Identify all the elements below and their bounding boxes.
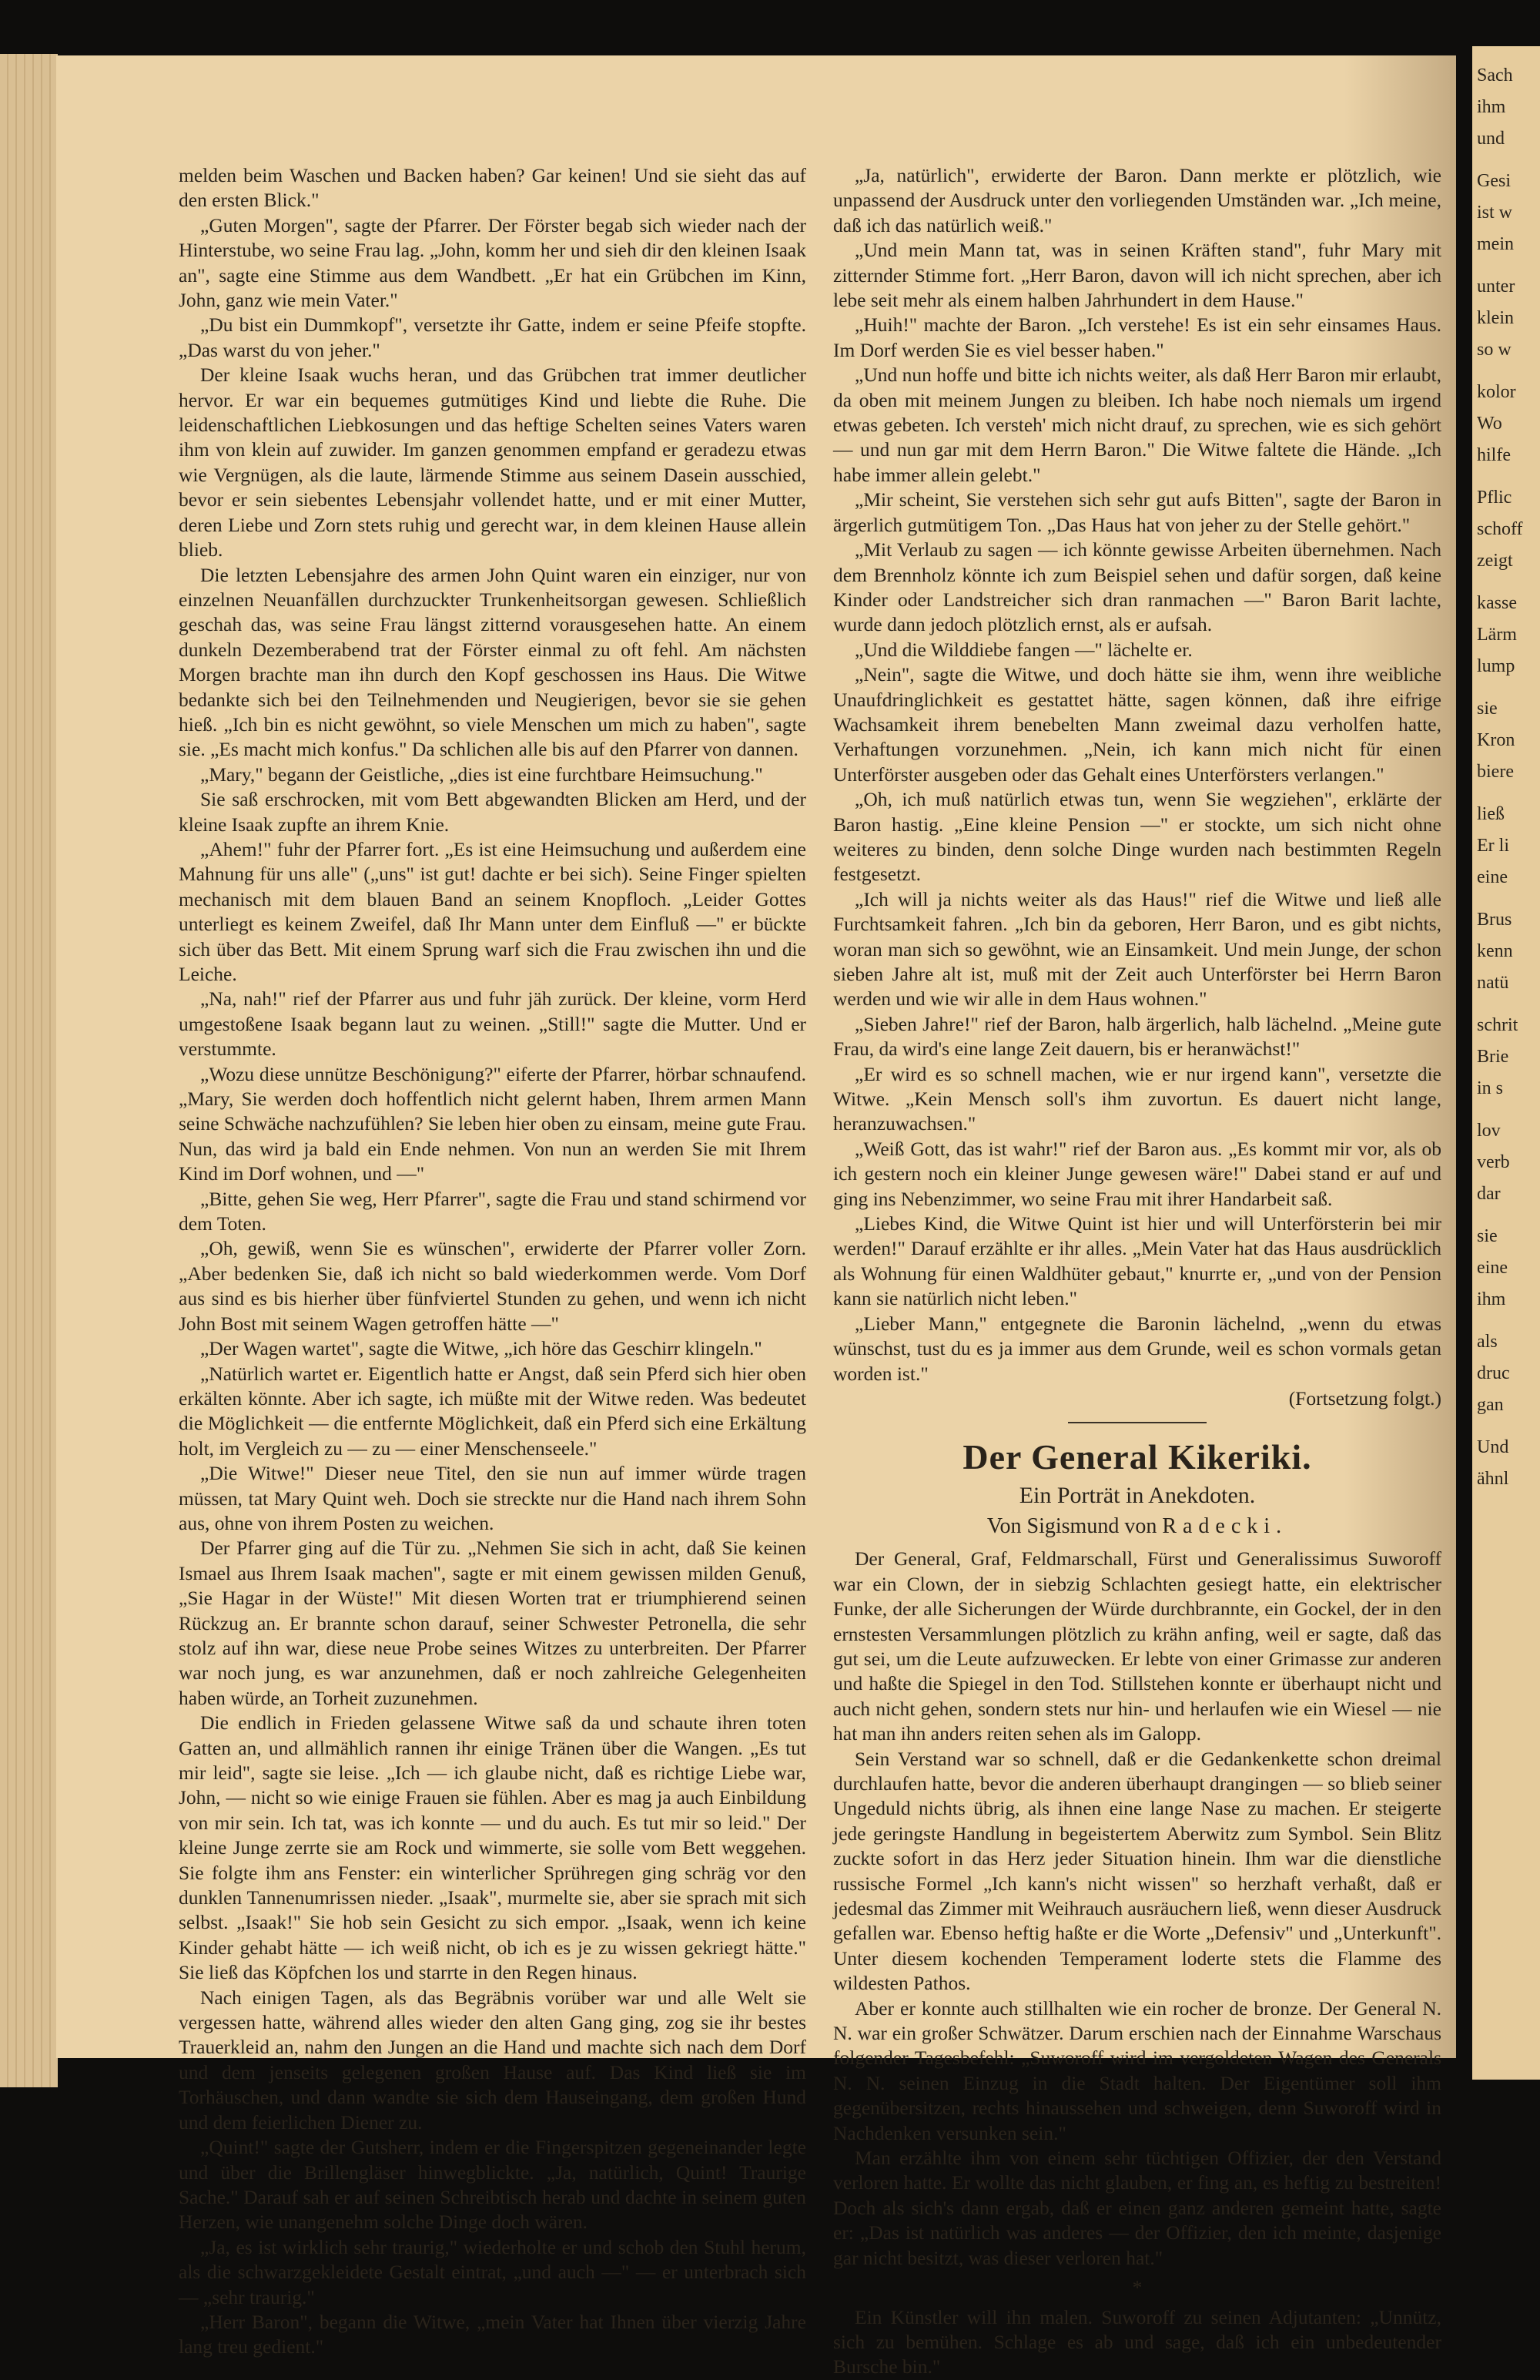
- paragraph: Die letzten Lebensjahre des armen John Quint waren ein einziger, nur von einzelnen Neuanfällen durchzuckter Trunkenheitsorgan gewesen. Schließlich geschah das, was seine Frau längst zitternd vorausgesehen hatte. An einem dunkeln Dezemberabend trat der Förster einmal zu oft fehl. Am nächsten Morgen brachte man ihn durch den Kopf geschossen ins Haus. Die Witwe bedankte sich bei den Teilnehmenden und Neugierigen, bevor sie sie gehen hieß. „Ich bin es nicht gewöhnt, so viele Menschen um mich zu haben", sagte sie. „Es macht mich konfus." Da schlichen alle bis auf den Pfarrer von dannen.: [179, 563, 806, 761]
- adjacent-page-fragment: klein: [1477, 308, 1514, 328]
- paragraph: „Und nun hoffe und bitte ich nichts weiter, als daß Herr Baron mir erlaubt, da oben mit meinem Jungen zu bleiben. Ich habe noch niemals um irgend etwas gebeten. Ich versteh' mich nicht drauf, zu sprechen, wie es sich gehört — und nun gar mit dem Herrn Baron." Die Witwe faltete die Hände. „Ich habe immer allein gelebt.": [833, 364, 1441, 486]
- article-paragraph: Man erzählte ihm von einem sehr tüchtigen Offizier, der den Verstand verloren hatte. Er wollte das nicht glauben, er fing an, es heftig zu bestreiten! Doch als sich's dann ergab, daß er einen ganz anderen gemeint hatte, sagte er: „Das ist natürlich was anderes — der Offizier, den ich meinte, dasjenige gar nicht besitzt, was dieser verloren hat.": [833, 2147, 1441, 2269]
- paragraph: Die endlich in Frieden gelassene Witwe saß da und schaute ihren toten Gatten an, und allmählich rannen ihr einige Tränen über die Wangen. „Es tut mir leid", sagte sie leise. „Ich — ich glaube nicht, daß es richtige Liebe war, John, — nicht so wie einige Frauen sie fühlen. Aber es mag ja auch Einbildung von mir sein. Ich tat, was ich konnte — und du auch. Es tut mir so leid." Der kleine Junge zerrte sie am Rock und wimmerte, sie solle vom Bett weggehen. Sie folgte ihm ans Fenster: ein winterlicher Sprühregen ging schräg vor den dunklen Tannenumrissen nieder. „Isaak", murmelte sie, aber sie sprach mit sich selbst. „Isaak!" Sie hob sein Gesicht zu sich empor. „Isaak, wenn ich keine Kinder gehabt hätte — ich weiß nicht, ob ich es je zu wissen gekriegt hätte." Sie ließ das Köpfchen los und starrte in den Regen hinaus.: [179, 1711, 806, 1984]
- paragraph: „Wozu diese unnütze Beschönigung?" eiferte der Pfarrer, hörbar schnaufend. „Mary, Sie werden doch hoffentlich nicht gelernt haben, Ihrem armen Mann seine Schwäche nachzufühlen? Sie leben hier oben zu einsam, meine gute Frau. Nun, das wird ja bald ein Ende nehmen. Von nun an werden Sie mit Ihrem Kind im Dorf wohnen, und —": [179, 1062, 806, 1185]
- paragraph: „Er wird es so schnell machen, wie er nur irgend kann", versetzte die Witwe. „Kein Mensch soll's ihm zuvortun. Es dauert nicht lange, heranzuwachsen.": [833, 1062, 1441, 1135]
- adjacent-page-fragment: Und: [1477, 1437, 1509, 1457]
- adjacent-page-fragment: und: [1477, 129, 1505, 149]
- paragraph: „Herr Baron", begann die Witwe, „mein Vater hat Ihnen über vierzig Jahre lang treu gedient.": [179, 2310, 806, 2358]
- adjacent-page-fragment: ihm: [1477, 97, 1506, 117]
- paragraph: „Quint!" sagte der Gutsherr, indem er die Fingerspitzen gegeneinander legte und über die Brillengläser hinwegblickte. „Ja, natürlich, Quint! Traurige Sache." Darauf sah er auf seinen Schreibtisch herab und dachte in seinem guten Herzen, wie unangenehm solche Dinge doch wären.: [179, 2136, 806, 2234]
- adjacent-page-fragment: unter: [1477, 277, 1515, 297]
- adjacent-page-fragment: verb: [1477, 1152, 1510, 1172]
- adjacent-page-fragment: druc: [1477, 1363, 1510, 1383]
- paragraph: „Sieben Jahre!" rief der Baron, halb ärgerlich, halb lächelnd. „Meine gute Frau, da wird's eine lange Zeit dauern, bis er heranwächst!": [833, 1012, 1441, 1061]
- adjacent-page-fragment: eine: [1477, 1258, 1508, 1278]
- adjacent-page-fragment: Brus: [1477, 910, 1512, 930]
- paragraph: „Mary," begann der Geistliche, „dies ist eine furchtbare Heimsuchung.": [200, 763, 763, 786]
- article-paragraph: Sein Verstand war so schnell, daß er die Gedankenkette schon dreimal durchlaufen hatte, bevor die anderen überhaupt drangingen — so blieb seiner Ungeduld nichts übrig, als ihnen eine lange Nase zu machen. Er steigerte jede geringste Handlung in begeistertem Aberwitz zum Symbol. Sein Blitz zuckte sofort in das Herz jeder Situation hinein. Ihm war die dienstliche russische Formel „Ich kann's nicht wissen" so herzhaft verhaßt, daß er jedesmal das Zimmer mit Weihrauch ausräuchern ließ, wenn dieser Ausdruck gefallen war. Ebenso heftig haßte er die Worte „Defensiv" und „Unterkunft". Unter diesem kochenden Temperament loderte stets die Flamme des wildesten Pathos.: [833, 1747, 1441, 1995]
- paragraph: Der Pfarrer ging auf die Tür zu. „Nehmen Sie sich in acht, daß Sie keinen Ismael aus Ihrem Isaak machen", sagte er mit einem gewissen milden Genuß, „Sie Hagar in der Wüste!" Mit diesen Worten trat er triumphierend seinen Rückzug an. Er brannte schon darauf, seiner Schwester Petronella, die sehr stolz auf ihn war, diese neue Probe seines Witzes zu unterbreiten. Der Pfarrer war noch jung, es war anzunehmen, daß er noch zahlreiche Gelegenheiten haben würde, an Torheit zuzunehmen.: [179, 1537, 806, 1709]
- article-final-paragraph: Ein Künstler will ihn malen. Suworoff zu seinen Adjutanten: „Unnütz, sich zu bemühen. Schlage es ab und sage, daß ich ein unbedeutender Bursche bin.": [833, 2305, 1441, 2378]
- adjacent-page-fragment: schoff: [1477, 519, 1523, 539]
- paragraph: Der kleine Isaak wuchs heran, und das Grübchen trat immer deutlicher hervor. Er war ein bequemes gutmütiges Kind und liebte die Ruhe. Die leidenschaftlichen Liebkosungen und das heftige Schelten seines Vaters waren ihm von klein auf zuwider. Im ganzen genommen empfand er geradezu etwas wie Vergnügen, als die laute, lärmende Stimme aus seinem Dasein ausschied, bevor er sein siebentes Lebensjahr vollendet hatte, und er mit einer Mutter, deren Liebe und Zorn stets ruhig und gerecht war, in dem kleinen Hause allein blieb.: [179, 364, 806, 561]
- adjacent-page-fragment: ähnl: [1477, 1469, 1509, 1489]
- adjacent-page-fragment: lump: [1477, 656, 1515, 676]
- continuation-note: (Fortsetzung folgt.): [1288, 1386, 1441, 1410]
- adjacent-page-fragment: Wo: [1477, 414, 1502, 434]
- paragraph: „Ja, es ist wirklich sehr traurig," wiederholte er und schob den Stuhl herum, als die schwarzgekleidete Gestalt eintrat, „und auch —" — er unterbrach sich — „sehr traurig.": [179, 2235, 806, 2308]
- adjacent-page-fragment: in s: [1477, 1078, 1504, 1098]
- paragraph: „Und mein Mann tat, was in seinen Kräften stand", fuhr Mary mit zitternder Stimme fort. „Herr Baron, davon will ich nicht sprechen, aber ich lebe seit mehr als einem halben Jahrhundert in dem Hause.": [833, 239, 1441, 312]
- adjacent-page-fragment: Brie: [1477, 1047, 1509, 1067]
- adjacent-page-fragment: biere: [1477, 762, 1514, 782]
- paragraph: „Mit Verlaub zu sagen — ich könnte gewisse Arbeiten übernehmen. Nach dem Brennholz könnte ich zum Beispiel sehen und dafür sorgen, daß keine Kinder oder Landstreicher sich dran ranmachen —" Baron Barit lachte, wurde dann jedoch plötzlich ernst, als er aufsah.: [833, 538, 1441, 636]
- byline-name: Radecki.: [1162, 1514, 1288, 1539]
- paragraph: „Weiß Gott, das ist wahr!" rief der Baron aus. „Es kommt mir vor, als ob ich gestern noch ein kleiner Junge gewesen wäre!" Dabei stand er auf und ging ins Nebenzimmer, wo seine Frau mit ihrer Handarbeit saß.: [833, 1137, 1441, 1210]
- adjacent-page-fragment: kolor: [1477, 382, 1516, 402]
- adjacent-page-fragment: kenn: [1477, 941, 1513, 961]
- adjacent-page-fragment: so w: [1477, 340, 1512, 360]
- adjacent-page-fragment: ihm: [1477, 1289, 1506, 1309]
- article-paragraph: Aber er konnte auch stillhalten wie ein rocher de bronze. Der General N. N. war ein großer Schwätzer. Darum erschien nach der Einnahme Warschaus folgender Tagesbefehl: „Suworoff wird im vergoldeten Wagen des Generals N. N. seinen Einzug in die Stadt halten. Der Eigentümer soll ihm gegenübersitzen, rechts hinaussehen und schweigen, denn Suworoff wird in Nachdenken versunken sein.": [833, 1996, 1441, 2144]
- adjacent-page-fragment: Er li: [1477, 836, 1509, 856]
- adjacent-page-fragment: Pflic: [1477, 488, 1512, 508]
- adjacent-page-fragment: eine: [1477, 867, 1508, 887]
- adjacent-page-fragment: kasse: [1477, 593, 1517, 613]
- paragraph: „Ja, natürlich", erwiderte der Baron. Dann merkte er plötzlich, wie unpassend der Ausdruck unter den vorliegenden Umständen war. „Ich meine, daß ich das natürlich weiß.": [833, 164, 1441, 236]
- paragraph: „Nein", sagte die Witwe, und doch hätte sie ihm, wenn ihre weibliche Unaufdringlichkeit es gestattet hätte, sagen können, daß ihre eifrige Wachsamkeit ihrem benebelten Mann zweimal dazu verholfen hatte, Verhaftungen vorzunehmen. „Nein, ich kann mich nicht für einen Unterförster ausgeben oder das Gehalt eines Unterförsters verlangen.": [833, 663, 1441, 786]
- adjacent-page-fragment: dar: [1477, 1184, 1501, 1204]
- adjacent-page-fragment: ließ: [1477, 804, 1505, 824]
- right-column: [833, 163, 1441, 2380]
- adjacent-page-fragment: schrit: [1477, 1015, 1518, 1035]
- adjacent-page-fragment: Sach: [1477, 65, 1513, 85]
- book-page-edges: [0, 54, 58, 2087]
- adjacent-page-fragment: lov: [1477, 1121, 1501, 1141]
- paragraph: „Liebes Kind, die Witwe Quint ist hier und will Unterförsterin bei mir werden!" Darauf erzählte er ihr alles. „Mein Vater hat das Haus ausdrücklich als Wohnung für einen Waldhüter gebaut," knurrte er, „und von der Pension kann sie natürlich nicht leben.": [833, 1212, 1441, 1310]
- article-subtitle: Ein Porträt in Anekdoten.: [1019, 1483, 1256, 1509]
- adjacent-page-fragment: natü: [1477, 973, 1509, 993]
- paragraph: „Du bist ein Dummkopf", versetzte ihr Gatte, indem er seine Pfeife stopfte. „Das warst du von jeher.": [179, 313, 806, 361]
- paragraph: „Oh, ich muß natürlich etwas tun, wenn Sie wegziehen", erklärte der Baron hastig. „Eine kleine Pension —" er stockte, um sich nicht ohne weiteres zu binden, denn solche Dinge wurden nach bestimmten Regeln festgesetzt.: [833, 788, 1441, 886]
- paragraph: melden beim Waschen und Backen haben? Gar keinen! Und sie sieht das auf den ersten Blick.": [179, 164, 806, 212]
- separator-star: *: [1132, 2276, 1143, 2299]
- paragraph: „Lieber Mann," entgegnete die Baronin lächelnd, „wenn du etwas wünschst, tust du es ja immer aus dem Grunde, weil es schon vormals getan worden ist.": [833, 1312, 1441, 1385]
- adjacent-page-fragment: sie: [1477, 1226, 1498, 1246]
- adjacent-page-fragment: sie: [1477, 699, 1498, 719]
- serial-story-continuation: [833, 163, 1441, 1386]
- article-body: [833, 1547, 1441, 2271]
- paragraph: „Und die Wilddiebe fangen —" lächelte er.: [855, 638, 1193, 661]
- paragraph: „Ahem!" fuhr der Pfarrer fort. „Es ist eine Heimsuchung und außerdem eine Mahnung für uns alle" („uns" ist gut! dachte er bei sich). Seine Finger spielten mechanisch mit dem blauen Band an seinem Knopfloch. „Leider Gottes unterliegt es keinem Zweifel, daß Ihr Mann unter dem Einfluß —" er bückte sich über das Bett. Mit einem Sprung warf sich die Frau zwischen ihn und die Leiche.: [179, 837, 806, 985]
- paragraph: Nach einigen Tagen, als das Begräbnis vorüber war und alle Welt sie vergessen hatte, während alles wieder den alten Gang ging, zog sie ihr bestes Trauerkleid an, nahm den Jungen an die Hand und machte sich nach dem Dorf und dem jenseits gelegenen großen Hause auf. Das Kind ließ sie im Torhäuschen, und dann wandte sie sich dem Hauseingang, dem großen Hund und dem feierlichen Diener zu.: [179, 1986, 806, 2134]
- adjacent-page-fragment: gan: [1477, 1395, 1504, 1415]
- adjacent-page-fragment: Kron: [1477, 730, 1515, 750]
- article-paragraph: Der General, Graf, Feldmarschall, Fürst und Generalissimus Suworoff war ein Clown, der in siebzig Schlachten gesiegt hatte, ein elektrischer Funke, der alle Sicherungen der Würde durchbrannte, ein Gockel, der in den ernstesten Versammlungen plötzlich zu krähn anfing, weil er sagte, daß das gut sei, um die Leute aufzuwecken. Er lebte von einer Grimasse zur anderen und haßte die Spiegel in den Tod. Stillstehen konnte er überhaupt nicht und auch nicht gehen, sondern stets nur hin- und herlaufen wie ein Wiesel — nie hat man ihn anders reiten sehen als im Galopp.: [833, 1547, 1441, 1745]
- adjacent-page-fragment: Gesi: [1477, 171, 1511, 191]
- adjacent-page-fragment: ist w: [1477, 203, 1513, 223]
- paragraph: „Na, nah!" rief der Pfarrer aus und fuhr jäh zurück. Der kleine, vorm Herd umgestoßene Isaak begann laut zu weinen. „Still!" sagte die Mutter. Und er verstummte.: [179, 987, 806, 1061]
- paragraph: „Mir scheint, Sie verstehen sich sehr gut aufs Bitten", sagte der Baron in ärgerlich gutmütigem Ton. „Das Haus hat von jeher zu der Stelle gehört.": [833, 488, 1441, 536]
- adjacent-page-fragment: mein: [1477, 234, 1514, 254]
- adjacent-page-fragment: hilfe: [1477, 445, 1511, 465]
- paragraph: Sie saß erschrocken, mit vom Bett abgewandten Blicken am Herd, und der kleine Isaak zupfte an ihrem Knie.: [179, 788, 806, 836]
- article-byline: [833, 1511, 1441, 1542]
- paragraph: „Natürlich wartet er. Eigentlich hatte er Angst, daß sein Pferd sich hier oben erkälten könnte. Aber ich sagte, ich müßte mit der Witwe reden. Was bedeutet die Möglichkeit — die entfernte Möglichkeit, daß ein Pferd sich eine Erkältung holt, im Vergleich zu — zu — einer Menschenseele.": [179, 1362, 806, 1460]
- paragraph: „Die Witwe!" Dieser neue Titel, den sie nun auf immer würde tragen müssen, tat Mary Quint weh. Doch sie streckte nur die Hand nach ihrem Sohn aus, ohne von ihrem Posten zu weichen.: [179, 1462, 806, 1534]
- paragraph: „Huih!" machte der Baron. „Ich verstehe! Es ist ein sehr einsames Haus. Im Dorf werden Sie es viel besser haben.": [833, 313, 1441, 361]
- paragraph: „Oh, gewiß, wenn Sie es wünschen", erwiderte der Pfarrer voller Zorn. „Aber bedenken Sie, daß ich nicht so bald wiederkommen werde. Vom Dorf aus sind es bis hierher über fünfviertel Stunden zu gehen, und wenn ich nicht John Bost mit seinem Wagen getroffen hätte —": [179, 1237, 806, 1335]
- paragraph: „Bitte, gehen Sie weg, Herr Pfarrer", sagte die Frau und stand schirmend vor dem Toten.: [179, 1187, 806, 1235]
- adjacent-page-fragment: zeigt: [1477, 551, 1513, 571]
- left-column: [179, 163, 806, 2360]
- paragraph: „Der Wagen wartet", sagte die Witwe, „ich höre das Geschirr klingeln.": [200, 1337, 762, 1360]
- section-divider: [1068, 1422, 1207, 1423]
- adjacent-page-fragment: Lärm: [1477, 625, 1517, 645]
- adjacent-page-fragment: als: [1477, 1332, 1498, 1352]
- byline-prefix: Von Sigismund von: [986, 1514, 1157, 1539]
- paragraph: „Guten Morgen", sagte der Pfarrer. Der Förster begab sich wieder nach der Hinterstube, wo seine Frau lag. „John, komm her und sieh dir den kleinen Isaak an", sagte eine Stimme aus dem Wandbett. „Er hat ein Grübchen im Kinn, John, ganz wie mein Vater.": [179, 213, 806, 312]
- paragraph: „Ich will ja nichts weiter als das Haus!" rief die Witwe und ließ alle Furchtsamkeit fahren. „Ich bin da geboren, Herr Baron, und es gibt nichts, woran man sich so gewöhnt, wie an Einsamkeit. Und mein Junge, der schon sieben Jahre alt ist, muß mit der Zeit auch Unterförster bei Herrn Baron werden und wie wir alle in dem Haus wohnen.": [833, 887, 1441, 1011]
- adjacent-page-edge: [1472, 46, 1540, 2080]
- continuation-line: [833, 1386, 1441, 1411]
- article-title: Der General Kikeriki.: [962, 1437, 1312, 1477]
